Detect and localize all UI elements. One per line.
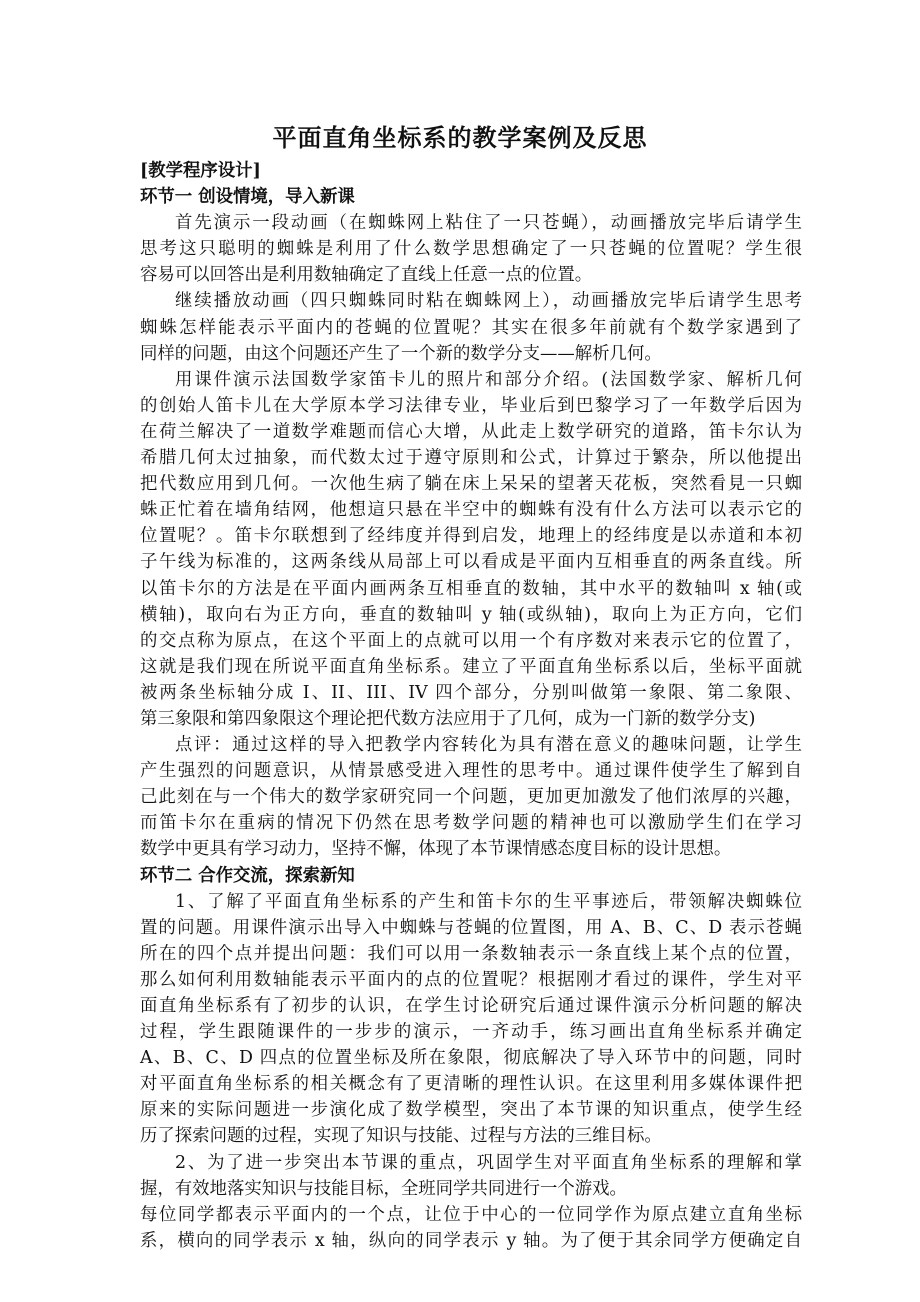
paragraph [140, 367, 802, 732]
text-line: 原来的实际问题进一步演化成了数学模型，突出了本节课的知识重点，使学生经 [140, 1100, 802, 1121]
text-line: 而笛卡尔在重病的情况下仍然在思考数学问题的精神也可以激励学生们在学习 [140, 813, 802, 834]
text-line: 在荷兰解决了一道数学难题而信心大增，从此走上数学研究的道路，笛卡尔认为 [140, 421, 802, 442]
text-line: 面直角坐标系有了初步的认识，在学生讨论研究后通过课件演示分析问题的解决 [140, 996, 802, 1016]
text-line: 蛛正忙着在墙角结网，他想這只悬在半空中的蜘蛛有没有什么方法可以表示它的 [140, 500, 802, 521]
text-line: 希腊几何太过抽象，而代数太过于遵守原則和公式，计算过于繁杂，所以他提出 [140, 448, 802, 469]
text-line: 第三象限和第四象限这个理论把代数方法应用于了几何，成为一门新的数学分支) [140, 708, 756, 729]
text-line: 首先演示一段动画（在蜘蛛网上粘住了一只苍蝇），动画播放完毕后请学生 [175, 213, 802, 234]
text-line: 环节二 合作交流，探索新知 [140, 865, 355, 886]
paragraph [140, 210, 802, 288]
text-line: 容易可以回答出是利用数轴确定了直线上任意一点的位置。 [140, 265, 593, 286]
section-heading [140, 863, 802, 889]
text-line: 把代数应用到几何。一次他生病了躺在床上呆呆的望著天花板，突然看見一只蜘 [140, 474, 802, 495]
section-heading [140, 184, 802, 210]
text-line: A、B、C、D 四点的位置坐标及所在象限，彻底解决了导入环节中的问题，同时 [140, 1048, 802, 1069]
text-line: 所在的四个点并提出问题：我们可以用一条数轴表示一条直线上某个点的位置， [140, 943, 802, 964]
text-line: 同样的问题，由这个问题还产生了一个新的数学分支——解析几何。 [140, 343, 662, 364]
text-line: 置的问题。用课件演示出导入中蜘蛛与苍蝇的位置图，用 A、B、C、D 表示苍蝇 [140, 917, 802, 938]
text-line: 蜘蛛怎样能表示平面内的苍蝇的位置呢？其实在很多年前就有个数学家遇到了 [140, 317, 802, 338]
text-line: 的交点称为原点，在这个平面上的点就可以用一个有序数对来表示它的位置了， [140, 630, 802, 651]
text-line: 握，有效地落实知识与技能目标，全班同学共同进行一个游戏。 [140, 1178, 627, 1199]
paragraph [140, 1202, 802, 1254]
paragraph [140, 1150, 802, 1202]
text-line: 那么如何利用数轴能表示平面内的点的位置呢？根据刚才看过的课件，学生对平 [140, 969, 802, 990]
text-line: 系，横向的同学表示 x 轴，纵向的同学表示 y 轴。为了便于其余同学方便确定自 [140, 1230, 802, 1251]
text-line: [教学程序设计] [140, 161, 261, 181]
text-line: 数学中更具有学习动力，坚持不懈，体现了本节课情感态度目标的设计思想。 [140, 839, 732, 860]
section-heading [140, 158, 802, 184]
text-line: 点评：通过这样的导入把教学内容转化为具有潜在意义的趣味问题，让学生 [175, 735, 802, 756]
text-line: 被两条坐标轴分成 I、II、III、IV 四个部分，分别叫做第一象限、第二象限、 [140, 682, 802, 703]
text-line: 己此刻在与一个伟大的数学家研究同一个问题，更加更加激发了他们浓厚的兴趣， [140, 787, 802, 808]
text-line: 横轴)，取向右为正方向，垂直的数轴叫 y 轴(或纵轴)，取向上为正方向，它们 [140, 604, 802, 625]
text-line: 的创始人笛卡儿在大学原本学习法律专业，毕业后到巴黎学习了一年数学后因为 [140, 395, 802, 416]
text-line: 这就是我们现在所说平面直角坐标系。建立了平面直角坐标系以后，坐标平面就 [140, 656, 802, 677]
text-line: 继续播放动画（四只蜘蛛同时粘在蜘蛛网上），动画播放完毕后请学生思考 [175, 291, 802, 312]
text-line: 产生强烈的问题意识，从情景感受进入理性的思考中。通过课件使学生了解到自 [140, 761, 802, 782]
text-line: 历了探索问题的过程，实现了知识与技能、过程与方法的三维目标。 [140, 1126, 662, 1147]
document-body [140, 158, 802, 1254]
text-line: 1、了解了平面直角坐标系的产生和笛卡尔的生平事迹后，带领解决蜘蛛位 [175, 891, 802, 912]
text-line: 环节一 创设情境，导入新课 [140, 187, 355, 208]
text-line: 2、为了进一步突出本节课的重点，巩固学生对平面直角坐标系的理解和掌 [175, 1152, 802, 1173]
text-line: 每位同学都表示平面内的一个点，让位于中心的一位同学作为原点建立直角坐标 [140, 1204, 802, 1225]
paragraph [140, 732, 802, 862]
text-line: 位置呢？。笛卡尔联想到了经纬度并得到启发，地理上的经纬度是以赤道和本初 [140, 526, 802, 547]
paragraph [140, 288, 802, 366]
text-line: 用课件演示法国数学家笛卡儿的照片和部分介绍。(法国数学家、解析几何 [175, 369, 802, 390]
text-line: 过程，学生跟随课件的一步步的演示，一齐动手，练习画出直角坐标系并确定 [140, 1022, 802, 1043]
document-title: 平面直角坐标系的教学案例及反思 [272, 123, 648, 152]
text-line: 思考这只聪明的蜘蛛是利用了什么数学思想确定了一只苍蝇的位置呢？学生很 [140, 239, 802, 260]
text-line: 对平面直角坐标系的相关概念有了更清晰的理性认识。在这里利用多媒体课件把 [140, 1074, 802, 1095]
paragraph [140, 889, 802, 1150]
text-line: 子午线为标准的，这两条线从局部上可以看成是平面内互相垂直的两条直线。所 [140, 552, 802, 573]
text-line: 以笛卡尔的方法是在平面内画两条互相垂直的数轴，其中水平的数轴叫 x 轴(或 [140, 578, 802, 599]
